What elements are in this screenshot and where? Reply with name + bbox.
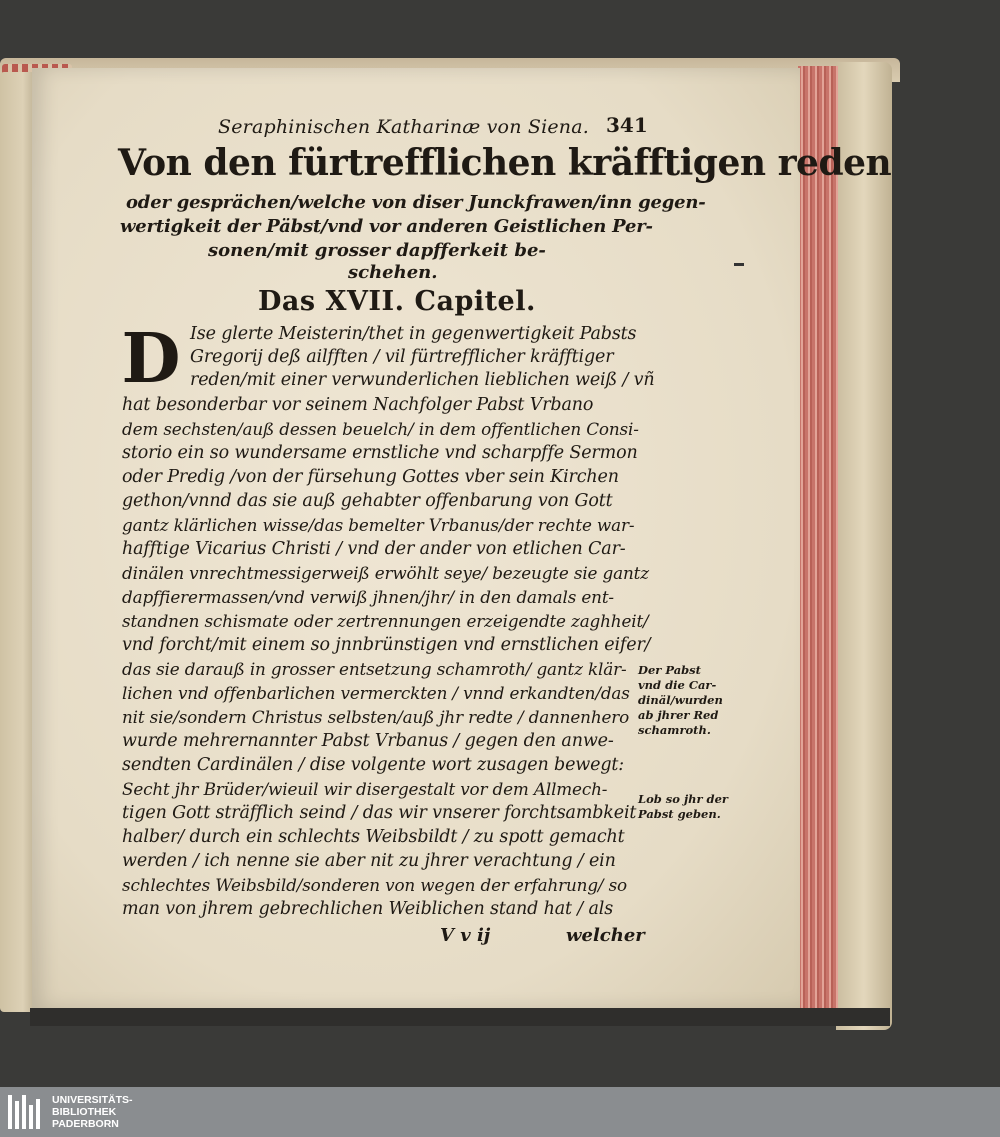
body-line: hat besonderbar vor seinem Nachfolger Pabst Vrbano <box>122 395 594 415</box>
marginal-note-1: Der Pabst vnd die Car- dinäl/wurden ab jhrer Red schamroth. <box>638 663 723 737</box>
body-line: schlechtes Weibsbild/sonderen von wegen der erfahrung/ so <box>122 875 628 895</box>
page-shadow <box>30 1008 890 1026</box>
body-line: gantz klärlichen wisse/das bemelter Vrbanus/der rechte war- <box>122 515 635 535</box>
body-line: das sie darauß in grosser entsetzung schamroth/ gantz klär- <box>122 659 627 679</box>
title-line-3: wertigkeit der Päbst/vnd vor anderen Geistlichen Per- <box>120 216 653 237</box>
library-name: UNIVERSITÄTS- BIBLIOTHEK PADERBORN <box>52 1094 133 1130</box>
body-line: wurde mehrernannter Pabst Vrbanus / gegen den anwe- <box>122 731 614 751</box>
body-line: Secht jhr Brüder/wieuil wir disergestalt vor dem Allmech- <box>122 779 608 799</box>
body-line: Ise glerte Meisterin/thet in gegenwertigkeit Pabsts <box>190 324 637 344</box>
body-line: nit sie/sondern Christus selbsten/auß jhr redte / dannenhero <box>122 707 630 727</box>
body-line: dapffierermassen/vnd verwiß jhnen/jhr/ in den damals ent- <box>122 587 614 607</box>
signature-mark: V v ij <box>440 925 491 946</box>
body-line: sendten Cardinälen / dise volgente wort zusagen bewegt: <box>122 755 625 775</box>
body-line: vnd forcht/mit einem so jnnbrünstigen vnd ernstlichen eifer/ <box>122 635 651 655</box>
page-edges-red <box>798 66 838 1010</box>
body-line: reden/mit einer verwunderlichen lieblichen weiß / vñ <box>190 370 655 390</box>
catchword: welcher <box>566 925 645 946</box>
library-logo-icon <box>6 1091 44 1133</box>
body-line: hafftige Vicarius Christi / vnd der ander von etlichen Car- <box>122 539 626 559</box>
book-cover-right <box>836 62 892 1030</box>
page-number: 341 <box>606 113 648 137</box>
title-line-4: sonen/mit grosser dapfferkeit be- <box>208 240 546 261</box>
body-line: man von jhrem gebrechlichen Weiblichen stand hat / als <box>122 899 614 919</box>
title-line-1: Von den fürtrefflichen kräfftigen reden <box>118 142 892 184</box>
body-line: standnen schismate oder zertrennungen erzeigendte zaghheit/ <box>122 611 649 631</box>
marginal-note-2: Lob so jhr der Pabst geben. <box>638 792 728 821</box>
body-line: Gregorij deß ailfften / vil fürtrefflicher kräfftiger <box>190 347 614 367</box>
title-line-2: oder gesprächen/welche von diser Junckfrawen/inn gegen- <box>126 192 706 213</box>
body-line: storio ein so wundersame ernstliche vnd scharpffe Sermon <box>122 443 638 463</box>
body-line: tigen Gott sträfflich seind / das wir vnserer forchtsambkeit <box>122 803 637 823</box>
body-line: gethon/vnnd das sie auß gehabter offenbarung von Gott <box>122 491 613 511</box>
title-line-5: schehen. <box>348 262 438 283</box>
body-line: dem sechsten/auß dessen beuelch/ in dem offentlichen Consi- <box>122 419 639 439</box>
body-line: oder Predig /von der fürsehung Gottes vber sein Kirchen <box>122 467 619 487</box>
running-head: Seraphinischen Katharinæ von Siena. <box>218 116 590 138</box>
body-line: dinälen vnrechtmessigerweiß erwöhlt seye/ bezeugte sie gantz <box>122 563 649 583</box>
ink-speck <box>734 263 744 266</box>
library-footer-bar <box>0 1087 1000 1137</box>
decorated-initial: D <box>121 319 181 399</box>
chapter-heading: Das XVII. Capitel. <box>258 286 536 317</box>
body-line: werden / ich nenne sie aber nit zu jhrer verachtung / ein <box>122 851 616 871</box>
body-line: lichen vnd offenbarlichen vermerckten / vnnd erkandten/das <box>122 683 630 703</box>
body-line: halber/ durch ein schlechts Weibsbildt / zu spott gemacht <box>122 827 625 847</box>
